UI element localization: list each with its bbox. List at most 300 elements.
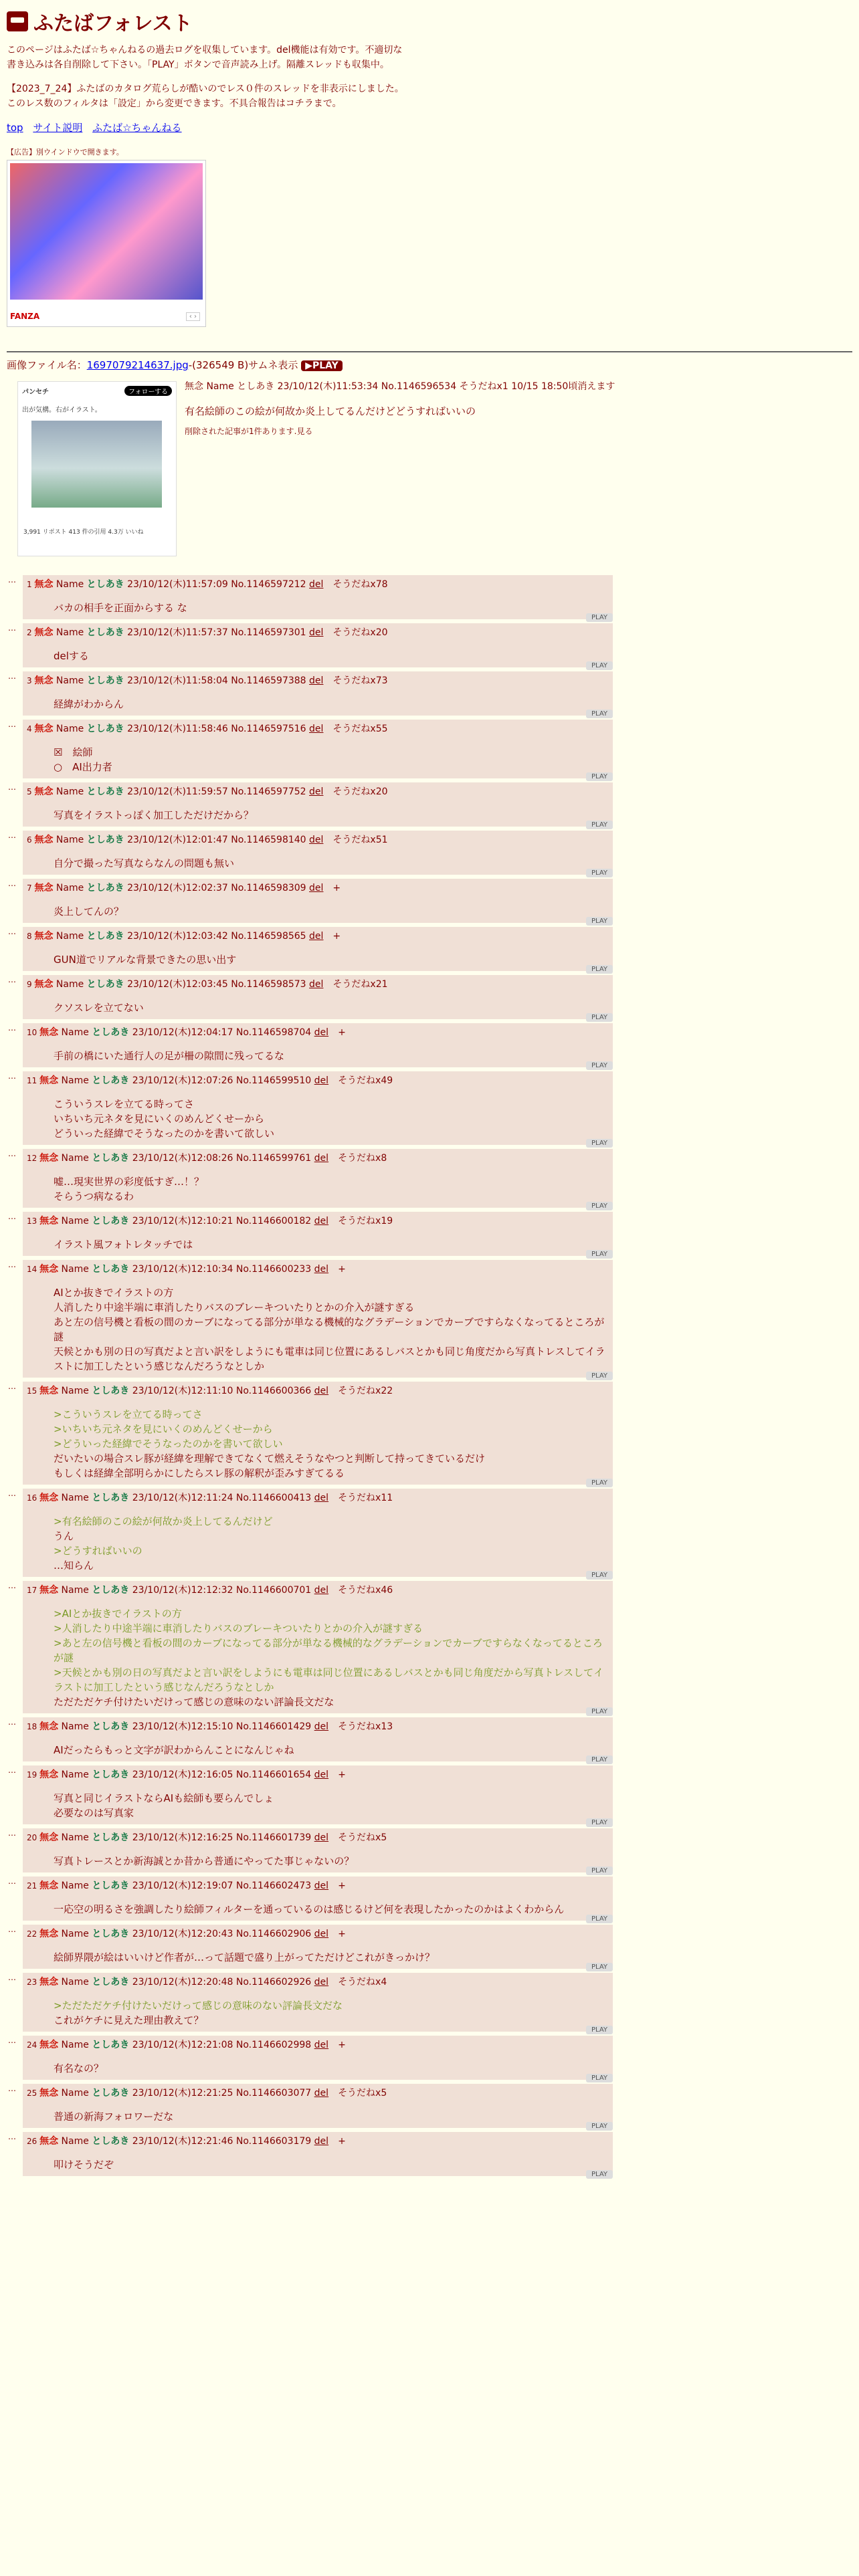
reply-timestamp: 23/10/12(木)12:19:07 No.1146602473 [132, 1881, 314, 1891]
reply-timestamp: 23/10/12(木)12:16:25 No.1146601739 [132, 1832, 314, 1843]
reply-timestamp: 23/10/12(木)12:11:10 No.1146600366 [132, 1386, 314, 1396]
play-button[interactable]: PLAY [586, 1915, 613, 1923]
reply-number: 4 [27, 724, 35, 734]
reply-row [7, 1212, 613, 1256]
quote-line: >AIとか抜きでイラストの方 [54, 1608, 182, 1620]
reply-box [23, 1023, 613, 1067]
play-button[interactable]: PLAY [586, 1707, 613, 1716]
reply-number: 5 [27, 787, 35, 796]
reply-author: としあき [92, 1881, 130, 1891]
play-button[interactable]: PLAY [586, 1250, 613, 1259]
reply-body [27, 1941, 609, 1967]
reply-subject: 無念 [34, 675, 54, 686]
name-label: Name [56, 675, 87, 686]
reply-subject: 無念 [39, 1075, 59, 1086]
reply-row [7, 1925, 613, 1969]
reply-subject: 無念 [39, 1769, 59, 1780]
play-button[interactable]: PLAY [586, 965, 613, 974]
soudane-button[interactable]: そうだねx51 [332, 835, 388, 845]
play-button[interactable]: PLAY [586, 917, 613, 926]
reply-subject: 無念 [39, 1153, 59, 1164]
play-button[interactable]: PLAY [586, 710, 613, 718]
del-link[interactable]: del [309, 835, 324, 845]
del-link[interactable]: del [314, 1386, 329, 1396]
del-link[interactable]: del [309, 931, 324, 942]
del-link[interactable]: del [309, 627, 324, 638]
reply-header [27, 1214, 609, 1228]
quote-line: >どういった経緯でそうなったのかを書いて欲しい [54, 1438, 283, 1450]
soudane-button[interactable]: + [338, 1027, 346, 1038]
reply-body [27, 1597, 609, 1712]
play-button[interactable]: PLAY [586, 1372, 613, 1380]
name-label: Name [61, 1075, 92, 1086]
reply-line: あと左の信号機と看板の間のカーブになってる部分が単なる機械的なグラデーションでカーブですらなくなってるところが謎 [54, 1316, 605, 1343]
reply-header [27, 2086, 609, 2100]
soudane-button[interactable]: そうだねx19 [338, 1216, 393, 1226]
reply-header [27, 1975, 609, 1989]
reply-number: 24 [27, 2040, 40, 2050]
soudane-button[interactable]: そうだねx21 [332, 979, 388, 990]
reply-author: としあき [92, 2088, 130, 2099]
deleted-note[interactable]: 削除された記事が1件あります.見る [185, 427, 313, 436]
reply-row [7, 1149, 613, 1208]
reply-subject: 無念 [39, 1216, 59, 1226]
reply-line: 手前の橋にいた通行人の足が柵の隙間に残ってるな [54, 1050, 285, 1062]
del-link[interactable]: del [309, 979, 324, 990]
reply-box [23, 1489, 613, 1577]
reply-menu-icon[interactable]: … [8, 1765, 16, 1775]
reply-subject: 無念 [39, 1977, 59, 1988]
reply-menu-icon[interactable]: … [8, 831, 16, 840]
reply-menu-icon[interactable]: … [8, 623, 16, 633]
soudane-button[interactable]: + [332, 931, 341, 942]
del-link[interactable]: del [314, 1929, 329, 1939]
reply-menu-icon[interactable]: … [8, 1071, 16, 1081]
ad-pager-icon[interactable]: ‹ › [186, 312, 200, 321]
reply-menu-icon[interactable]: … [8, 879, 16, 888]
reply-menu-icon[interactable]: … [8, 1149, 16, 1158]
ad-note: 【広告】別ウインドウで開きます。 [7, 148, 124, 156]
reply-body [27, 1505, 609, 1576]
soudane-button[interactable]: そうだねx55 [332, 724, 388, 734]
reply-line: 普通の新海フォロワーだな [54, 2111, 174, 2123]
name-label: Name [61, 1881, 92, 1891]
name-label: Name [61, 1386, 92, 1396]
reply-box [23, 1765, 613, 1824]
reply-thread [7, 575, 613, 2176]
play-button[interactable]: PLAY [586, 661, 613, 670]
thumbnail-photo [31, 421, 162, 508]
reply-row [7, 671, 613, 716]
reply-body [27, 2052, 609, 2078]
soudane-button[interactable]: そうだねx13 [338, 1721, 393, 1732]
reply-header [27, 722, 609, 736]
reply-header [27, 1831, 609, 1844]
reply-body [27, 1733, 609, 1760]
ad-banner[interactable] [7, 160, 206, 327]
reply-author: としあき [86, 931, 124, 942]
reply-row [7, 927, 613, 971]
reply-body [27, 1165, 609, 1206]
reply-header [27, 978, 609, 991]
reply-row [7, 1382, 613, 1485]
name-label: Name [61, 2136, 92, 2147]
reply-body [27, 895, 609, 922]
play-button[interactable]: PLAY [586, 1061, 613, 1070]
del-link[interactable]: del [314, 1585, 329, 1596]
reply-box [23, 2132, 613, 2176]
reply-menu-icon[interactable]: … [8, 975, 16, 984]
del-link[interactable]: del [314, 1769, 329, 1780]
del-link[interactable]: del [314, 1832, 329, 1843]
reply-number: 26 [27, 2137, 40, 2146]
reply-author: としあき [92, 1216, 130, 1226]
name-label: Name [61, 1027, 92, 1038]
reply-subject: 無念 [39, 1264, 59, 1275]
reply-subject: 無念 [39, 1929, 59, 1939]
del-link[interactable]: del [314, 2088, 329, 2099]
reply-menu-icon[interactable]: … [8, 1581, 16, 1590]
soudane-button[interactable]: + [338, 2136, 346, 2147]
soudane-button[interactable]: そうだねx5 [338, 2088, 387, 2099]
reply-header [27, 674, 609, 687]
del-link[interactable]: del [314, 2136, 329, 2147]
reply-row [7, 831, 613, 875]
soudane-button[interactable]: そうだねx4 [338, 1977, 387, 1988]
reply-header [27, 1263, 609, 1276]
intro-text: このページはふたば☆ちゃんねるの過去ログを収集しています。del機能は有効です。不適切な書き込みは各自削除して下さい。「PLAY」ボタンで音声読み上げ。隔離スレッドも収集中。 [7, 45, 403, 70]
reply-box [23, 623, 613, 667]
reply-row [7, 975, 613, 1019]
del-link[interactable]: del [314, 1075, 329, 1086]
nav-links [7, 120, 852, 134]
file-link[interactable]: 1697079214637.jpg [86, 359, 189, 371]
reply-author: としあき [92, 1493, 130, 1503]
reply-subject: 無念 [34, 979, 54, 990]
op-message: 有名絵師のこの絵が何故か炎上してるんだけどどうすればいいの [185, 405, 476, 417]
reply-number: 16 [27, 1493, 40, 1503]
reply-header [27, 1491, 609, 1505]
reply-number: 17 [27, 1586, 40, 1595]
reply-body [27, 639, 609, 666]
reply-menu-icon[interactable]: … [8, 1925, 16, 1934]
reply-timestamp: 23/10/12(木)11:59:57 No.1146597752 [127, 786, 310, 797]
reply-box [23, 1581, 613, 1713]
op-play-button[interactable]: ▶PLAY [301, 360, 343, 371]
play-button[interactable]: PLAY [586, 1963, 613, 1971]
del-link[interactable]: del [314, 1264, 329, 1275]
del-link[interactable]: del [309, 883, 324, 893]
op-content [185, 380, 615, 439]
reply-row [7, 782, 613, 827]
reply-subject: 無念 [39, 1585, 59, 1596]
soudane-button[interactable]: そうだねx78 [332, 579, 388, 590]
reply-timestamp: 23/10/12(木)12:03:45 No.1146598573 [127, 979, 310, 990]
del-link[interactable]: del [314, 1493, 329, 1503]
name-label: Name [61, 2088, 92, 2099]
reply-header [27, 1768, 609, 1782]
reply-number: 8 [27, 932, 35, 941]
reply-box [23, 879, 613, 923]
reply-line: 叩けそうだぞ [54, 2159, 114, 2171]
reply-body [27, 591, 609, 618]
reply-box [23, 927, 613, 971]
play-button[interactable]: PLAY [586, 1866, 613, 1875]
quote-line: >こういうスレを立てる時ってさ [54, 1408, 203, 1420]
reply-menu-icon[interactable]: … [8, 1382, 16, 1391]
play-button[interactable]: PLAY [586, 2074, 613, 2082]
op-post [7, 374, 852, 575]
reply-box [23, 1828, 613, 1872]
site-title: ふたばフォレスト [7, 7, 852, 36]
name-label: Name [56, 979, 87, 990]
soudane-button[interactable]: + [338, 1929, 346, 1939]
reply-header [27, 1074, 609, 1087]
reply-body [27, 1039, 609, 1066]
reply-author: としあき [86, 579, 124, 590]
reply-box [23, 831, 613, 875]
reply-subject: 無念 [39, 1721, 59, 1732]
del-link[interactable]: del [314, 2040, 329, 2050]
play-button[interactable]: PLAY [586, 2170, 613, 2179]
reply-number: 20 [27, 1833, 40, 1842]
soudane-button[interactable]: そうだねx20 [332, 627, 388, 638]
reply-number: 9 [27, 980, 35, 989]
reply-row [7, 1071, 613, 1145]
reply-header [27, 1879, 609, 1893]
reply-number: 14 [27, 1265, 40, 1274]
del-link[interactable]: del [309, 579, 324, 590]
reply-author: としあき [92, 1977, 130, 1988]
reply-box [23, 782, 613, 827]
reply-box [23, 1260, 613, 1378]
reply-author: としあき [92, 2136, 130, 2147]
reply-number: 18 [27, 1722, 40, 1731]
soudane-button[interactable]: そうだねx11 [338, 1493, 393, 1503]
ad-image[interactable] [10, 163, 203, 300]
quote-line: >ただただケチ付けたいだけって感じの意味のない評論長文だな [54, 2000, 343, 2012]
del-link[interactable]: del [309, 786, 324, 797]
reply-author: としあき [86, 724, 124, 734]
reply-author: としあき [86, 883, 124, 893]
reply-body [27, 943, 609, 970]
play-button[interactable]: PLAY [586, 2026, 613, 2034]
play-button[interactable]: PLAY [586, 772, 613, 781]
reply-menu-icon[interactable]: … [8, 1973, 16, 1982]
nav-top-link[interactable]: top [7, 122, 23, 134]
reply-line: これがケチに見えた理由教えて？ [54, 2014, 204, 2026]
reply-box [23, 1876, 613, 1921]
play-button[interactable]: PLAY [586, 1818, 613, 1827]
play-button[interactable]: PLAY [586, 1139, 613, 1148]
reply-number: 15 [27, 1386, 40, 1396]
del-link[interactable]: del [314, 1027, 329, 1038]
del-link[interactable]: del [314, 1721, 329, 1732]
del-link[interactable]: del [314, 1153, 329, 1164]
play-button[interactable]: PLAY [586, 613, 613, 622]
reply-author: としあき [92, 1929, 130, 1939]
reply-number: 11 [27, 1076, 40, 1085]
reply-number: 1 [27, 580, 35, 589]
reply-box [23, 1717, 613, 1761]
reply-menu-icon[interactable]: … [8, 782, 16, 792]
play-button[interactable]: PLAY [586, 1013, 613, 1022]
reply-number: 10 [27, 1028, 40, 1037]
reply-line: いちいち元ネタを見にいくのめんどくせーから [54, 1113, 265, 1125]
name-label: Name [61, 1832, 92, 1843]
reply-menu-icon[interactable]: … [8, 2084, 16, 2093]
reply-subject: 無念 [39, 2088, 59, 2099]
reply-timestamp: 23/10/12(木)12:08:26 No.1146599761 [132, 1153, 314, 1164]
reply-number: 6 [27, 835, 35, 845]
reply-timestamp: 23/10/12(木)12:07:26 No.1146599510 [132, 1075, 314, 1086]
reply-number: 13 [27, 1216, 40, 1226]
reply-body [27, 1228, 609, 1255]
reply-subject: 無念 [34, 627, 54, 638]
reply-menu-icon[interactable]: … [8, 1212, 16, 1221]
reply-line: AIだったらもっと文字が訳わからんことになんじゃね [54, 1744, 294, 1756]
soudane-button[interactable]: そうだねx8 [338, 1153, 387, 1164]
reply-row [7, 1260, 613, 1378]
reply-subject: 無念 [34, 724, 54, 734]
quote-line: >有名絵師のこの絵が何故か炎上してるんだけど [54, 1515, 273, 1527]
soudane-button[interactable]: そうだねx49 [338, 1075, 393, 1086]
reply-box [23, 975, 613, 1019]
del-link[interactable]: del [314, 1977, 329, 1988]
reply-menu-icon[interactable]: … [8, 1876, 16, 1886]
reply-box [23, 1071, 613, 1145]
soudane-button[interactable]: + [332, 883, 341, 893]
reply-row [7, 720, 613, 778]
play-button[interactable]: PLAY [586, 1479, 613, 1487]
reply-subject: 無念 [39, 2040, 59, 2050]
play-button[interactable]: PLAY [586, 821, 613, 829]
reply-timestamp: 23/10/12(木)12:04:17 No.1146598704 [132, 1027, 314, 1038]
reply-author: としあき [92, 1264, 130, 1275]
reply-line: こういうスレを立てる時ってさ [54, 1098, 195, 1110]
play-button[interactable]: PLAY [586, 1571, 613, 1580]
reply-timestamp: 23/10/12(木)12:02:37 No.1146598309 [127, 883, 310, 893]
reply-menu-icon[interactable]: … [8, 575, 16, 584]
reply-menu-icon[interactable]: … [8, 1828, 16, 1838]
reply-header [27, 1927, 609, 1941]
reply-author: としあき [92, 1027, 130, 1038]
reply-number: 3 [27, 676, 35, 685]
quote-line: >天候とかも別の日の写真だよと言い訳をしようにも電車は同じ位置にあるしバスとかも同じ角度だから写真トレスしてイラストに加工したという感じなんだろうなとしか [54, 1667, 604, 1693]
name-label: Name [61, 1585, 92, 1596]
reply-menu-icon[interactable]: … [8, 1023, 16, 1033]
reply-box [23, 671, 613, 716]
reply-line: GUN道でリアルな背景できたの思い出す [54, 954, 237, 966]
reply-author: としあき [86, 979, 124, 990]
reply-subject: 無念 [39, 2136, 59, 2147]
reply-line: ただただケチ付けたいだけって感じの意味のない評論長文だな [54, 1696, 335, 1708]
soudane-button[interactable]: そうだねx73 [332, 675, 388, 686]
quote-line: >あと左の信号機と看板の間のカーブになってる部分が単なる機械的なグラデーションでカーブですらなくなってるところが謎 [54, 1637, 603, 1664]
reply-author: としあき [92, 2040, 130, 2050]
divider [7, 351, 852, 352]
nav-about-link[interactable]: サイト説明 [33, 122, 83, 134]
reply-menu-icon[interactable]: … [8, 720, 16, 729]
reply-menu-icon[interactable]: … [8, 1260, 16, 1269]
reply-menu-icon[interactable]: … [8, 1489, 16, 1498]
reply-author: としあき [86, 786, 124, 797]
play-button[interactable]: PLAY [586, 869, 613, 877]
reply-body [27, 2100, 609, 2127]
play-button[interactable]: PLAY [586, 2122, 613, 2131]
reply-menu-icon[interactable]: … [8, 2036, 16, 2045]
del-link[interactable]: del [314, 1216, 329, 1226]
reply-menu-icon[interactable]: … [8, 1717, 16, 1727]
file-info: 画像ファイル名：1697079214637.jpg-(326549 B)サムネ表示 ▶PLAY [7, 358, 852, 372]
nav-futaba-link[interactable]: ふたば☆ちゃんねる [92, 122, 182, 134]
soudane-button[interactable]: + [338, 2040, 346, 2050]
reply-body [27, 2148, 609, 2175]
reply-number: 19 [27, 1770, 40, 1780]
reply-line: イラスト風フォトレタッチでは [54, 1239, 193, 1251]
reply-author: としあき [86, 627, 124, 638]
soudane-button[interactable]: + [338, 1881, 346, 1891]
quote-line: >どうすればいいの [54, 1545, 142, 1557]
reply-author: としあき [92, 1769, 130, 1780]
soudane-button[interactable]: そうだねx22 [338, 1386, 393, 1396]
reply-header [27, 2135, 609, 2148]
reply-line: もしくは経緯全部明らかにしたらスレ豚の解釈が歪みすぎてるる [54, 1467, 345, 1479]
reply-box [23, 1382, 613, 1485]
op-thumbnail[interactable]: パンセチ フォローする 出が気構。右がイラスト。 3,991 リポスト 413 件の引用 4.3万 いいね [17, 381, 177, 556]
soudane-button[interactable]: + [338, 1264, 346, 1275]
reply-row [7, 1973, 613, 2032]
reply-timestamp: 23/10/12(木)12:15:10 No.1146601429 [132, 1721, 314, 1732]
reply-menu-icon[interactable]: … [8, 2132, 16, 2141]
reply-timestamp: 23/10/12(木)12:10:34 No.1146600233 [132, 1264, 314, 1275]
reply-author: としあき [86, 675, 124, 686]
quote-line: >人消したり中途半端に車消したりバスのブレーキついたりとかの介入が謎すぎる [54, 1622, 423, 1634]
reply-subject: 無念 [34, 835, 54, 845]
soudane-button[interactable]: そうだねx5 [338, 1832, 387, 1843]
soudane-button[interactable]: + [338, 1769, 346, 1780]
reply-menu-icon[interactable]: … [8, 927, 16, 936]
reply-menu-icon[interactable]: … [8, 671, 16, 681]
reply-row [7, 2036, 613, 2080]
name-label: Name [61, 1929, 92, 1939]
reply-line: ☒ 絵師 [54, 746, 93, 758]
del-link[interactable]: del [314, 1881, 329, 1891]
reply-body [27, 1989, 609, 2030]
name-label: Name [61, 1264, 92, 1275]
soudane-button[interactable]: そうだねx46 [338, 1585, 393, 1596]
reply-header [27, 930, 609, 943]
play-button[interactable]: PLAY [586, 1202, 613, 1210]
play-button[interactable]: PLAY [586, 1755, 613, 1764]
reply-subject: 無念 [34, 786, 54, 797]
reply-line: ○ AI出力者 [54, 761, 112, 773]
del-link[interactable]: del [309, 724, 324, 734]
reply-subject: 無念 [39, 1493, 59, 1503]
reply-number: 2 [27, 628, 35, 637]
del-link[interactable]: del [309, 675, 324, 686]
reply-number: 23 [27, 1977, 40, 1987]
name-label: Name [56, 724, 87, 734]
reply-timestamp: 23/10/12(木)12:21:08 No.1146602998 [132, 2040, 314, 2050]
reply-author: としあき [92, 1585, 130, 1596]
reply-body [27, 1087, 609, 1144]
name-label: Name [61, 1769, 92, 1780]
reply-line: 写真と同じイラストならAIも絵師も要らんでしょ [54, 1792, 274, 1804]
reply-timestamp: 23/10/12(木)12:10:21 No.1146600182 [132, 1216, 314, 1226]
name-label: Name [61, 2040, 92, 2050]
soudane-button[interactable]: そうだねx20 [332, 786, 388, 797]
